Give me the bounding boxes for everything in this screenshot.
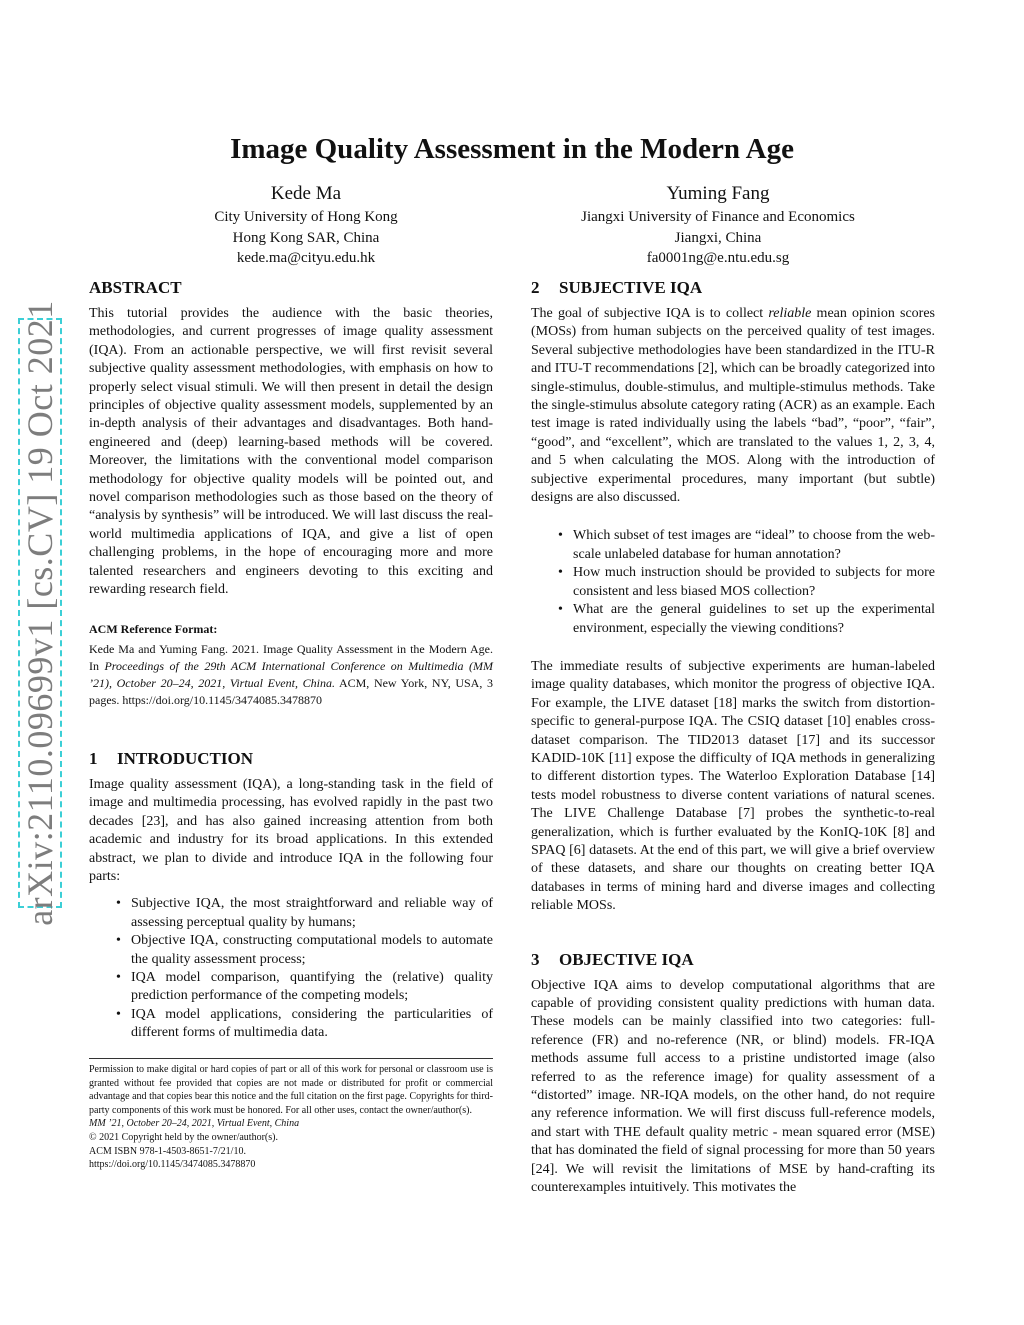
acm-reference-tail: ACM, New York, NY, USA, 3 pages. https://doi.org/10.1145/3474085.3478870 bbox=[89, 675, 493, 707]
subjective-paragraph-2: The immediate results of subjective experiments are human-labeled image quality databases, which monitor the progress of objective IQA. For example, the LIVE dataset [18] marks the switch from distortion-specific to general-purpose IQA. The CSIQ dataset [10] enables cross-dataset comparison. The TID2013 dataset [17] and its successor KADID-10K [11] expose the difficulty of IQA methods in generalizing to different distortion types. The Waterloo Exploration Database [14] tests model robustness to diverse content variations of natural scenes. The LIVE Challenge Database [7] probes the synthetic-to-real generalization, which is further evaluated by the KonIQ-10K [8] and SPAQ [6] datasets. At the end of this part, we will give a brief overview of these datasets, and share our thoughts on creating better IQA databases in terms of mining hard and diverse images and collecting reliable MOSs. bbox=[531, 658, 935, 914]
list-item: • Subjective IQA, the most straightforward and reliable way of assessing perceptual quality by humans; bbox=[89, 895, 493, 932]
author-email: fa0001ng@e.ntu.edu.sg bbox=[646, 250, 790, 266]
section-number: 3 bbox=[531, 949, 540, 969]
subjective-paragraph-1 bbox=[531, 305, 935, 507]
author-email: kede.ma@cityu.edu.hk bbox=[236, 250, 376, 266]
intro-heading bbox=[89, 749, 493, 769]
intro-text: Image quality assessment (IQA), a long-standing task in the field of image and multimedia processing, has evolved rapidly in the past two decades [23], and has also gained increasing attention from both academic and industry for its broad applications. In this extended abstract, we plan to divide and introduce IQA in the following four parts: bbox=[89, 776, 493, 884]
abstract-heading: ABSTRACT bbox=[89, 278, 182, 297]
paper-title: Image Quality Assessment in the Modern Age bbox=[230, 133, 794, 165]
author-block-2 bbox=[548, 182, 888, 269]
section-title: INTRODUCTION bbox=[117, 748, 254, 768]
acm-reference-heading: ACM Reference Format: bbox=[89, 621, 218, 636]
left-column bbox=[89, 278, 493, 1043]
subjective-heading bbox=[531, 278, 935, 298]
right-column bbox=[531, 278, 935, 1197]
footnote-conference: MM ’21, October 20–24, 2021, Virtual Event, China bbox=[89, 1118, 300, 1130]
section-number: 1 bbox=[89, 748, 98, 768]
footnote bbox=[89, 1058, 493, 1172]
list-item: • Objective IQA, constructing computational models to automate the quality assessment process; bbox=[89, 932, 493, 969]
abstract-text: This tutorial provides the audience with the basic theories, methodologies, and current progresses of image quality assessment (IQA). From an actionable perspective, we will first revisit several subjective quality assessment methodologies, with emphasis on how to properly select visual stimuli. We will then present in detail the design principles of objective quality assessment models, supplemented by an in-depth analysis of their advantages and disadvantages. Both hand-engineered and (deep) learning-based methods will be covered. Moreover, the limitations with the conventional model comparison methodology for objective quality models will be pointed out, and novel comparison methodologies such as those based on the theory of “analysis by synthesis” will be introduced. We will last discuss the real-world multimedia applications of IQA, and give a list of open challenging problems, in the hope of encouraging more and more talented researchers and engineers devoting to this exciting and rewarding research field. bbox=[89, 306, 493, 598]
author-affiliation: Jiangxi University of Finance and Economics bbox=[581, 209, 855, 225]
footnote-permission: Permission to make digital or hard copies of part or all of this work for personal or classroom use is granted without fee provided that copies are not made or distributed for profit or commercial advantage and that copies bear this notice and the full citation on the first page. Copyrights for third-party components of this work must be honored. For all other uses, contact the owner/author(s). bbox=[89, 1064, 493, 1116]
text-run: The goal of subjective IQA is to collect bbox=[531, 306, 769, 321]
arxiv-stamp-text: arXiv:2110.09699v1 [cs.CV] 19 Oct 2021 bbox=[20, 300, 60, 926]
list-item: • IQA model comparison, quantifying the (relative) quality prediction performance of the competing models; bbox=[89, 969, 493, 1006]
objective-heading bbox=[531, 950, 935, 970]
emphasis-text: reliable bbox=[768, 306, 812, 321]
footnote-copyright: © 2021 Copyright held by the owner/author(s). bbox=[89, 1131, 278, 1143]
intro-bullet-list bbox=[89, 895, 493, 1042]
text-run: mean opinion scores (MOSs) from human subjects on the perceived quality of test images. Several subjective methodologies have been standardized in the ITU-R and ITU-T recommendations [2], which can be broadly categorized into single-stimulus, double-stimulus, and multiple-stimulus methods. Take the single-stimulus absolute category rating (ACR) as an example. Each test image is rated individually using the labels “bad”, “poor”, “fair”, “good”, and “excellent”, which are translated to the values 1, 2, 3, 4, and 5 when calculating the MOS. Along with the introduction of subjective experimental procedures, many important (but subtle) designs are also discussed. bbox=[531, 306, 935, 506]
objective-text: Objective IQA aims to develop computational algorithms that are capable of providing consistent quality predictions with human data. These models can be mainly classified into two categories: full-reference (FR) and no-reference (NR, or blind) models. FR-IQA methods assume full access to a pristine undistorted image (also referred to as the reference image) for quality assessment of a “distorted” image. NR-IQA models, on the other hand, do not require any reference information. We will first discuss full-reference models, and start with THE default quality metric - mean squared error (MSE) that has dominated the field of signal processing for more than 50 years [24]. We will revisit the limitations of MSE by hand-crafting its counterexamples intuitively. This motivates the bbox=[531, 977, 935, 1196]
author-location: Hong Kong SAR, China bbox=[232, 229, 380, 246]
author-name: Yuming Fang bbox=[666, 183, 770, 204]
list-item: • IQA model applications, considering the particularities of different forms of multimedia data. bbox=[89, 1006, 493, 1043]
arxiv-stamp bbox=[18, 300, 62, 926]
footnote-doi: https://doi.org/10.1145/3474085.3478870 bbox=[89, 1159, 256, 1171]
author-name: Kede Ma bbox=[270, 183, 342, 204]
footnote-isbn: ACM ISBN 978-1-4503-8651-7/21/10. bbox=[89, 1145, 246, 1157]
list-item: • Which subset of test images are “ideal” to choose from the web-scale unlabeled database for human annotation? bbox=[531, 527, 935, 564]
list-item: • What are the general guidelines to set up the experimental environment, especially the viewing conditions? bbox=[531, 601, 935, 638]
author-block-1 bbox=[156, 182, 456, 269]
section-title: SUBJECTIVE IQA bbox=[559, 278, 703, 297]
author-affiliation: City University of Hong Kong bbox=[214, 209, 398, 225]
subjective-bullet-list bbox=[531, 527, 935, 637]
section-title: OBJECTIVE IQA bbox=[559, 949, 694, 969]
author-location: Jiangxi, China bbox=[674, 229, 762, 246]
acm-reference-venue: Proceedings of the 29th ACM International Conference on Multimedia (MM ’21), October 20–24, 2021, Virtual Event, China. bbox=[89, 658, 493, 690]
acm-reference-text bbox=[89, 641, 493, 709]
acm-reference-authors: Kede Ma and Yuming Fang. 2021. Image Quality Assessment in the Modern Age. In bbox=[89, 641, 493, 673]
list-item: • How much instruction should be provided to subjects for more consistent and less biased MOS collection? bbox=[531, 564, 935, 601]
section-number: 2 bbox=[531, 278, 540, 297]
